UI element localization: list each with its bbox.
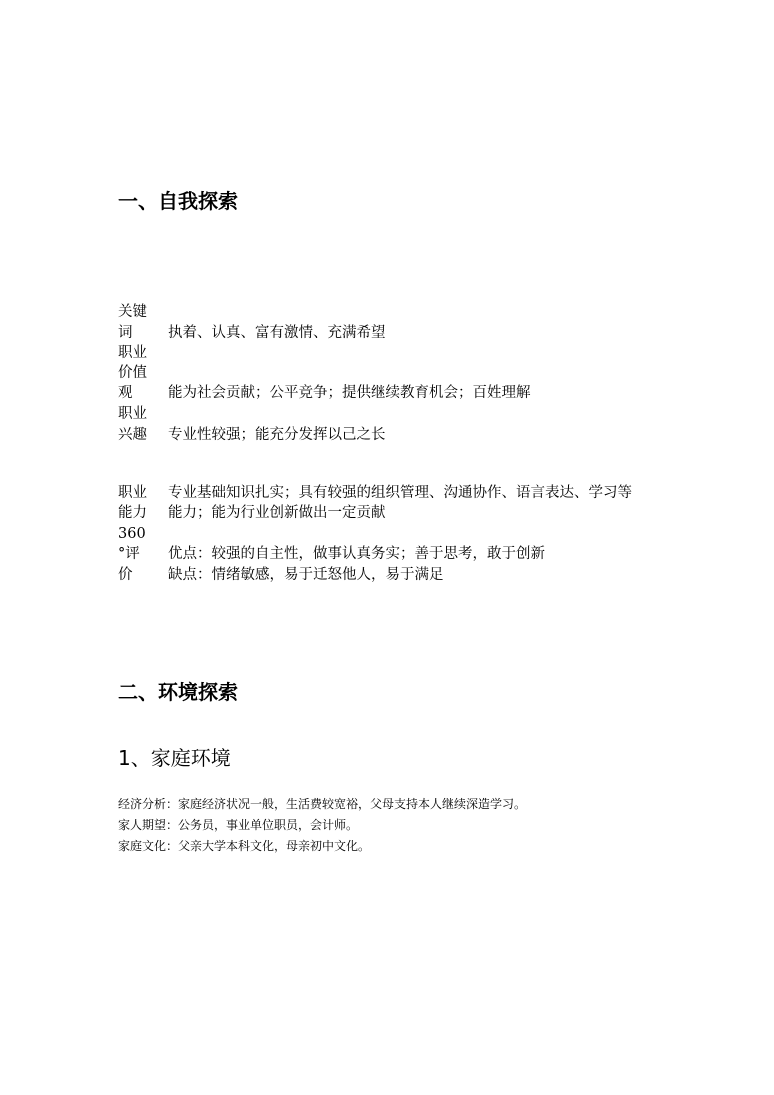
family-culture-line: 家庭文化：父亲大学本科文化，母亲初中文化。 xyxy=(118,839,371,853)
family-expectation-line: 家人期望：公务员，事业单位职员，会计师。 xyxy=(118,818,359,832)
row-label-abilities-line2: 能力 xyxy=(118,505,147,521)
row-label-review-line1: 360 xyxy=(118,526,146,542)
row-value-keywords: 执着、认真、富有激情、充满希望 xyxy=(168,325,386,341)
row-label-keywords-line2: 词 xyxy=(118,325,133,341)
row-label-interests-line1: 职业 xyxy=(118,406,147,422)
section-heading-environment-exploration: 二、环境探索 xyxy=(118,680,238,704)
row-value-abilities-line1: 专业基础知识扎实；具有较强的组织管理、沟通协作、语言表达、学习等 xyxy=(168,485,632,501)
row-label-interests-line2: 兴趣 xyxy=(118,427,147,443)
subsection-heading-family-environment: 1、家庭环境 xyxy=(118,746,231,770)
row-value-interests: 专业性较强；能充分发挥以己之长 xyxy=(168,427,386,443)
row-label-values-line1: 职业 xyxy=(118,345,147,361)
family-economy-line: 经济分析：家庭经济状况一般，生活费较宽裕，父母支持本人继续深造学习。 xyxy=(118,797,527,811)
section-heading-self-exploration: 一、自我探索 xyxy=(118,189,238,213)
row-value-abilities-line2: 能力；能为行业创新做出一定贡献 xyxy=(168,505,386,521)
row-label-review-line3: 价 xyxy=(118,567,133,583)
row-label-values-line2: 价值 xyxy=(118,365,147,381)
row-label-abilities-line1: 职业 xyxy=(118,485,147,501)
row-value-weaknesses: 缺点：情绪敏感，易于迁怒他人，易于满足 xyxy=(168,567,444,583)
row-label-review-line2: °评 xyxy=(118,546,140,562)
row-label-values-line3: 观 xyxy=(118,385,133,401)
row-value-strengths: 优点：较强的自主性，做事认真务实；善于思考，敢于创新 xyxy=(168,546,545,562)
row-value-values: 能为社会贡献；公平竞争；提供继续教育机会；百姓理解 xyxy=(168,385,531,401)
row-label-keywords-line1: 关键 xyxy=(118,304,147,320)
